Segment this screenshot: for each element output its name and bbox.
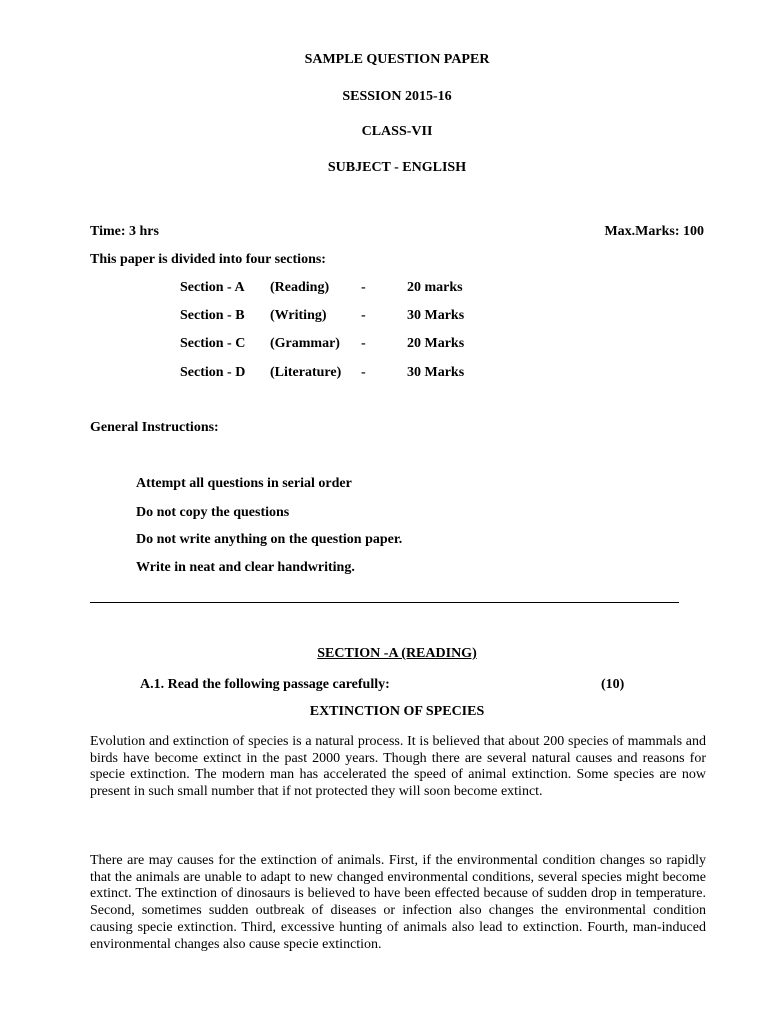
question-a1: A.1. Read the following passage carefully: (140, 677, 390, 692)
section-a-heading: SECTION -A (READING) (317, 646, 477, 661)
section-topic: (Writing) (270, 308, 327, 323)
section-marks: 20 Marks (407, 336, 465, 351)
question-a1-marks: (10) (601, 677, 625, 692)
section-dash: - (361, 336, 366, 351)
passage-paragraph-1: Evolution and extinction of species is a natural process. It is believed that about 200 species of mammals and birds have become extinct in the past 2000 years. Though there are several natural causes and reasons for specie extinction. The modern man has accelerated the speed of animal extinction. Some species are now present in such small number that if not protected they will soon become extinct. (90, 734, 706, 800)
instruction-item: Write in neat and clear handwriting. (136, 560, 355, 575)
passage-title: EXTINCTION OF SPECIES (309, 704, 485, 719)
instruction-item: Attempt all questions in serial order (136, 476, 352, 491)
passage-paragraph-2: There are may causes for the extinction of animals. First, if the environmental condition changes so rapidly that the animals are unable to adapt to new changed environmental conditions, several species might become extinct. The extinction of dinosaurs is believed to have been effected because of sudden drop in temperature. Second, sometimes sudden outbreak of diseases or infection also changes the environmental condition causing specie extinction. Third, excessive hunting of animals also lead to extinction. Fourth, man-induced environmental changes also cause specie extinction. (90, 853, 706, 952)
section-marks: 30 Marks (407, 308, 465, 323)
class-label: CLASS-VII (361, 124, 433, 139)
section-marks: 30 Marks (407, 365, 465, 380)
section-name: Section - D (180, 365, 246, 380)
division-note: This paper is divided into four sections: (90, 252, 326, 267)
time-label: Time: 3 hrs (90, 224, 159, 239)
instruction-item: Do not write anything on the question paper. (136, 532, 403, 547)
paper-title: SAMPLE QUESTION PAPER (304, 52, 490, 67)
divider-line (90, 602, 679, 603)
section-dash: - (361, 365, 366, 380)
max-marks-label: Max.Marks: 100 (604, 224, 704, 239)
section-name: Section - A (180, 280, 245, 295)
section-dash: - (361, 308, 366, 323)
section-dash: - (361, 280, 366, 295)
session-label: SESSION 2015-16 (342, 89, 452, 104)
section-name: Section - C (180, 336, 246, 351)
section-topic: (Literature) (270, 365, 342, 380)
instruction-item: Do not copy the questions (136, 505, 290, 520)
section-name: Section - B (180, 308, 245, 323)
section-topic: (Grammar) (270, 336, 340, 351)
instructions-heading: General Instructions: (90, 420, 219, 435)
section-topic: (Reading) (270, 280, 330, 295)
subject-label: SUBJECT - ENGLISH (327, 160, 467, 175)
section-marks: 20 marks (407, 280, 463, 295)
